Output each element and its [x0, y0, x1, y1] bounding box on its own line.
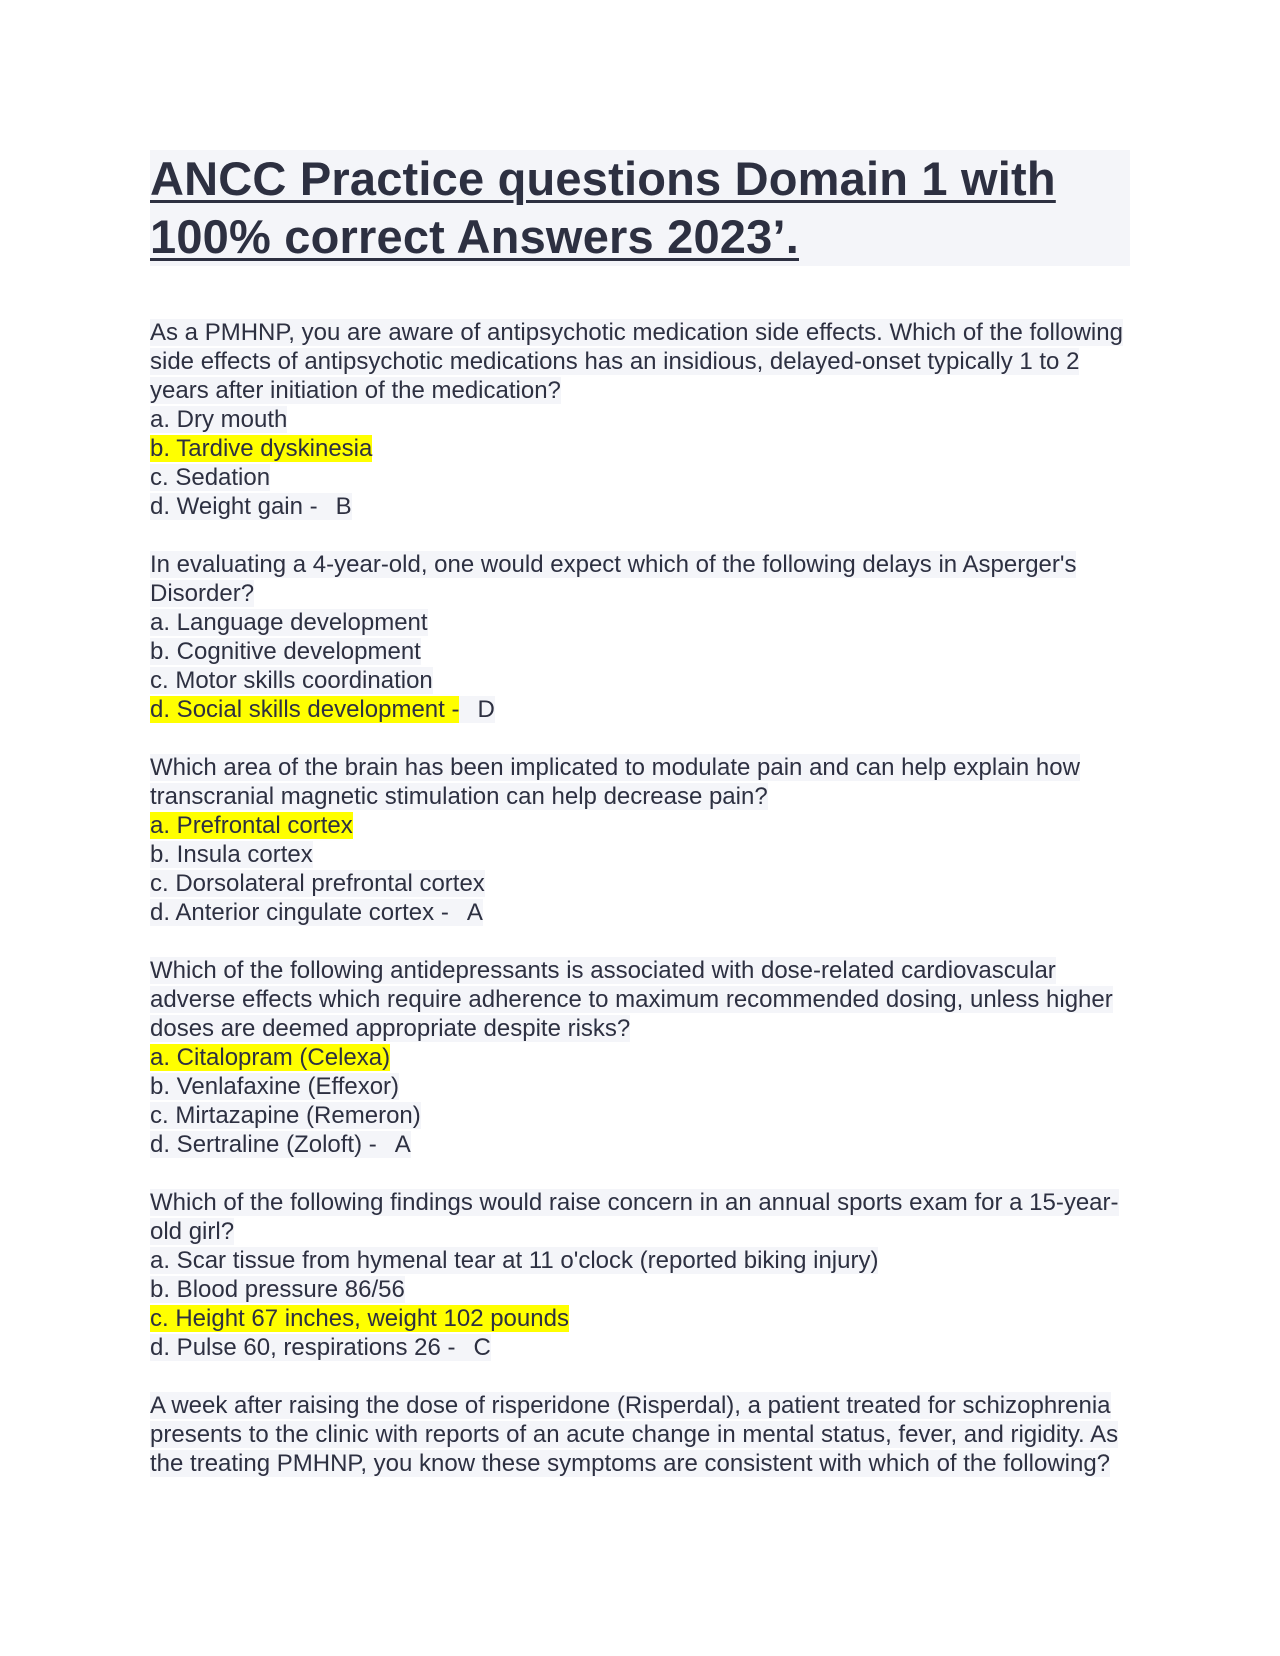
answer-option-highlighted: b. Tardive dyskinesia: [150, 435, 373, 462]
question-block: [150, 1391, 1130, 1478]
answer-key: C: [456, 1334, 491, 1361]
answer-key: A: [449, 899, 483, 926]
question-text-content: As a PMHNP, you are aware of antipsychotic medication side effects. Which of the following side effects of antipsychotic medications has an insidious, delayed-onset typically 1 to 2 years after initiation of the medication?: [150, 319, 1123, 404]
answer-option: [150, 492, 1130, 521]
answer-option-label: a. Scar tissue from hymenal tear at 11 o'clock (reported biking injury): [150, 1247, 879, 1274]
question-block: [150, 318, 1130, 521]
answer-option: [150, 1275, 1130, 1304]
answer-option-highlighted: a. Prefrontal cortex: [150, 812, 353, 839]
answer-option-label: b. Blood pressure 86/56: [150, 1276, 405, 1303]
question-text-content: Which of the following antidepressants is associated with dose-related cardiovascular adverse effects which require adherence to maximum recommended dosing, unless higher doses are deemed appropriate despite risks?: [150, 957, 1113, 1042]
answer-option: [150, 840, 1130, 869]
answer-option-highlighted: d. Social skills development -: [150, 696, 460, 723]
answer-option-highlighted: c. Height 67 inches, weight 102 pounds: [150, 1305, 569, 1332]
question-block: [150, 1188, 1130, 1362]
answer-option-label: b. Insula cortex: [150, 841, 313, 868]
answer-option-highlighted: a. Citalopram (Celexa): [150, 1044, 391, 1071]
answer-option: [150, 666, 1130, 695]
document-page: [150, 150, 1130, 1507]
question-text: [150, 753, 1130, 811]
answer-option: [150, 1130, 1130, 1159]
question-text: [150, 1188, 1130, 1246]
question-text: [150, 550, 1130, 608]
answer-option: [150, 1072, 1130, 1101]
answer-option: [150, 869, 1130, 898]
answer-option-label: c. Sedation: [150, 464, 271, 491]
question-text: [150, 1391, 1130, 1478]
question-text-content: A week after raising the dose of risperidone (Risperdal), a patient treated for schizophrenia presents to the clinic with reports of an acute change in mental status, fever, and rigidity. As the treating PMHNP, you know these symptoms are consistent with which of the following?: [150, 1392, 1119, 1477]
answer-option: [150, 695, 1130, 724]
answer-option: [150, 434, 1130, 463]
question-block: [150, 753, 1130, 927]
answer-option-label: d. Pulse 60, respirations 26 -: [150, 1334, 456, 1361]
question-block: [150, 956, 1130, 1159]
answer-option-label: c. Mirtazapine (Remeron): [150, 1102, 421, 1129]
answer-option-label: c. Dorsolateral prefrontal cortex: [150, 870, 485, 897]
answer-key: A: [377, 1131, 411, 1158]
answer-option: [150, 405, 1130, 434]
answer-option: [150, 637, 1130, 666]
answer-key: D: [459, 696, 494, 723]
answer-option-label: a. Dry mouth: [150, 406, 288, 433]
answer-option-label: b. Cognitive development: [150, 638, 421, 665]
title-block: [150, 150, 1130, 266]
answer-option-label: d. Weight gain -: [150, 493, 318, 520]
question-text-content: In evaluating a 4-year-old, one would expect which of the following delays in Asperger's Disorder?: [150, 551, 1077, 607]
answer-option: [150, 898, 1130, 927]
answer-option: [150, 463, 1130, 492]
question-text-content: Which area of the brain has been implicated to modulate pain and can help explain how transcranial magnetic stimulation can help decrease pain?: [150, 754, 1080, 810]
answer-option: [150, 811, 1130, 840]
answer-option: [150, 1101, 1130, 1130]
question-block: [150, 550, 1130, 724]
answer-option: [150, 608, 1130, 637]
answer-option-label: d. Anterior cingulate cortex -: [150, 899, 449, 926]
question-text-content: Which of the following findings would raise concern in an annual sports exam for a 15-year-old girl?: [150, 1189, 1119, 1245]
answer-option-label: d. Sertraline (Zoloft) -: [150, 1131, 377, 1158]
question-text: [150, 956, 1130, 1043]
answer-option-label: b. Venlafaxine (Effexor): [150, 1073, 400, 1100]
question-list: [150, 318, 1130, 1478]
answer-option: [150, 1304, 1130, 1333]
answer-option: [150, 1043, 1130, 1072]
document-title: ANCC Practice questions Domain 1 with 100% correct Answers 2023’.: [150, 152, 1056, 263]
answer-option-label: c. Motor skills coordination: [150, 667, 433, 694]
answer-option-label: a. Language development: [150, 609, 428, 636]
answer-key: B: [318, 493, 352, 520]
answer-option: [150, 1246, 1130, 1275]
question-text: [150, 318, 1130, 405]
answer-option: [150, 1333, 1130, 1362]
